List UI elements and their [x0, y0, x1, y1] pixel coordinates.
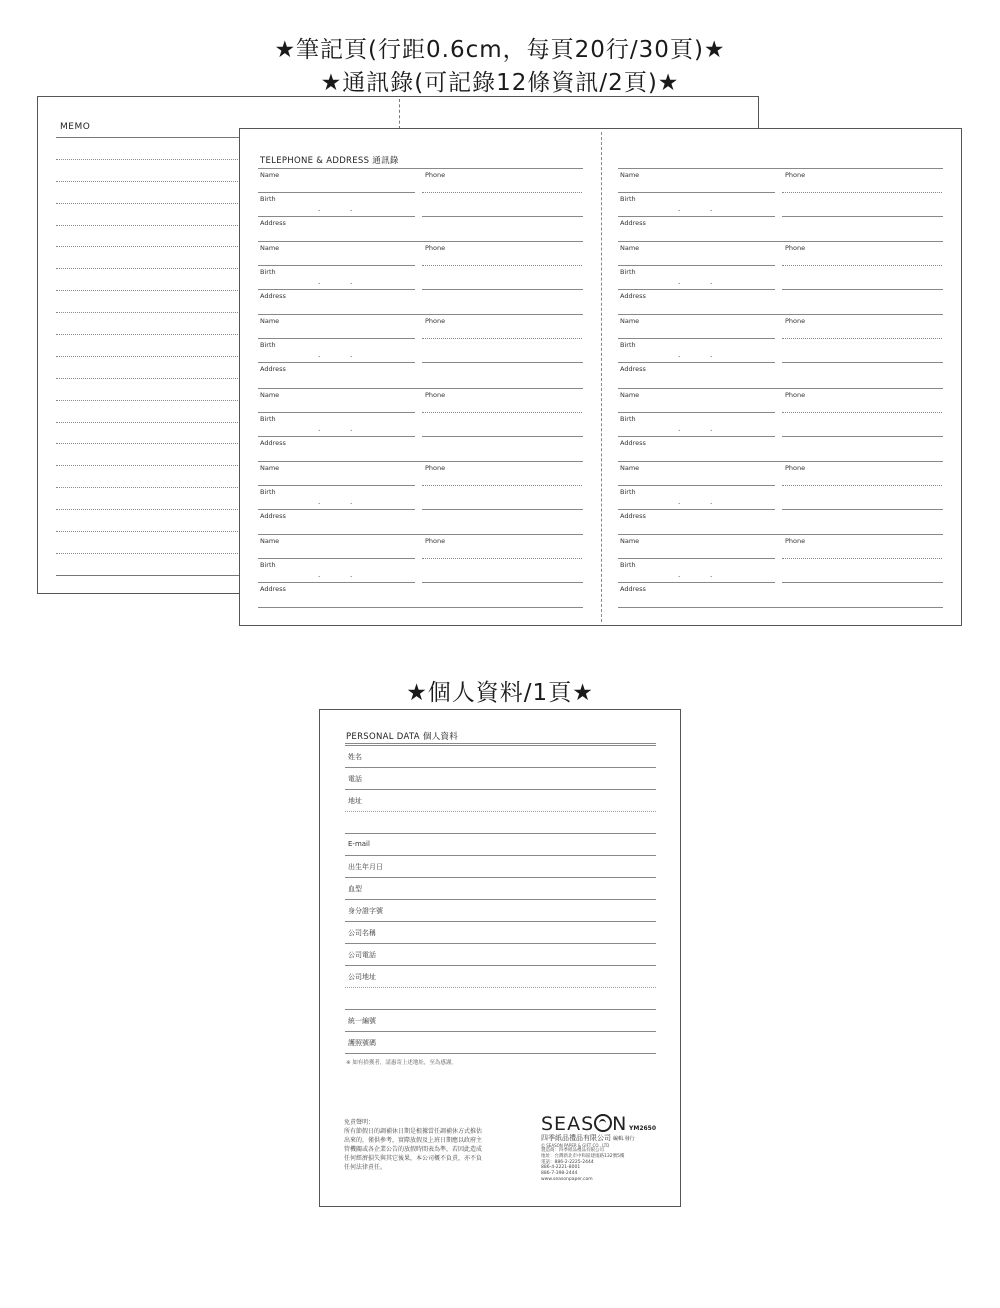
- contact-entry: [618, 168, 943, 241]
- phone-dotted-line: [422, 338, 582, 339]
- phone-label: Phone: [785, 536, 806, 545]
- disclaimer-title: 免責聲明：: [344, 1119, 375, 1126]
- entries-left: [258, 168, 583, 607]
- contact-entry: [618, 461, 943, 534]
- contact-entry: [258, 388, 583, 461]
- personal-field-label: 統一編號: [348, 1017, 376, 1025]
- name-line: [258, 485, 415, 486]
- personal-field-label: 血型: [348, 885, 362, 893]
- birth-label: Birth: [260, 487, 276, 496]
- phone-dotted-line: [782, 265, 942, 266]
- name-label: Name: [260, 244, 280, 253]
- disclaimer-body: 所有節假日的調補休日期是根據當任調補休方式推估出來的，僅供參考，實際放假及上班日期應以政府主管機關或各企業公告的放假時間表為準，若因此造成任何經濟損失與其它後果，本公司概不負責，亦不負任何法律責任。: [344, 1128, 483, 1171]
- personal-bottom-line: [345, 1053, 656, 1054]
- date-separator: .: [710, 497, 713, 506]
- birth-label: Birth: [620, 414, 636, 423]
- notes-heading: ★筆記頁(行距0.6cm，每頁20行/30頁)★: [274, 37, 726, 63]
- memo-line: [56, 182, 266, 204]
- personal-field-label: 電話: [348, 775, 362, 783]
- address-label: Address: [620, 219, 646, 227]
- name-line: [258, 192, 415, 193]
- birth-label: Birth: [260, 560, 276, 569]
- fold-line: [399, 99, 400, 129]
- personal-field-row: [345, 1031, 656, 1053]
- entry-top-line: [618, 388, 943, 389]
- address-dotted-line: [345, 811, 656, 812]
- phone-dotted-line: [782, 192, 942, 193]
- date-separator: .: [678, 278, 681, 287]
- name-label: Name: [260, 317, 280, 326]
- birth-line: [618, 582, 775, 583]
- personal-title: PERSONAL DATA 個人資料: [346, 732, 459, 742]
- date-separator: .: [350, 278, 353, 287]
- name-label: Name: [620, 171, 640, 179]
- contact-entry: [618, 241, 943, 314]
- entry-top-line: [258, 168, 583, 169]
- entry-top-line: [618, 534, 943, 535]
- telephone-address-page: [239, 128, 962, 626]
- entries-right: [618, 168, 943, 607]
- name-label: Name: [260, 536, 280, 545]
- address-label: Address: [260, 219, 286, 227]
- personal-title-line: [345, 743, 656, 744]
- memo-line: [56, 160, 266, 182]
- birth-line: [618, 289, 775, 290]
- address-dotted-line: [345, 987, 656, 988]
- entries-bottom-line: [618, 607, 943, 608]
- birth-line: [258, 362, 415, 363]
- contact-entry: [258, 241, 583, 314]
- logo-o-icon: [594, 1114, 612, 1132]
- personal-field-row: [345, 899, 656, 921]
- date-separator: .: [710, 278, 713, 287]
- phone-dotted-line: [782, 485, 942, 486]
- phone-line: [422, 582, 583, 583]
- memo-line: [56, 269, 266, 291]
- phone-line: [782, 509, 943, 510]
- phone-line: [422, 216, 583, 217]
- name-line: [258, 338, 415, 339]
- birth-label: Birth: [620, 268, 636, 277]
- address-label: Address: [620, 365, 646, 374]
- name-line: [618, 412, 775, 413]
- birth-line: [618, 362, 775, 363]
- personal-heading: ★個人資料/1頁★: [406, 680, 594, 706]
- memo-title: MEMO: [60, 122, 91, 132]
- birth-line: [258, 582, 415, 583]
- date-separator: .: [710, 570, 713, 579]
- birth-line: [618, 216, 775, 217]
- birth-label: Birth: [260, 414, 276, 423]
- birth-label: Birth: [620, 195, 636, 203]
- company-name: 四季紙品禮品有限公司 編輯.發行: [541, 1134, 635, 1142]
- date-separator: .: [318, 205, 321, 213]
- name-label: Name: [620, 536, 640, 545]
- birth-line: [618, 436, 775, 437]
- name-line: [618, 192, 775, 193]
- phone-label: Phone: [785, 317, 806, 326]
- birth-label: Birth: [260, 195, 276, 203]
- date-separator: .: [318, 424, 321, 433]
- personal-field-label: 出生年月日: [348, 863, 383, 871]
- phone-line: [782, 362, 943, 363]
- phone-line: [782, 289, 943, 290]
- name-label: Name: [260, 463, 280, 472]
- entry-top-line: [618, 241, 943, 242]
- date-separator: .: [710, 205, 713, 213]
- company-contact: 製造商：四季紙品禮品有限公司 地址：台灣新北市中和區建康路132號5樓 電話：886-2-2225-2444 886-4-2221-8001 886-7-398-2444 www.seasonpaper.com: [541, 1148, 625, 1182]
- phone-dotted-line: [782, 338, 942, 339]
- personal-field-row: [345, 745, 656, 767]
- phone-dotted-line: [782, 412, 942, 413]
- address-label: Address: [260, 511, 286, 520]
- memo-line: [56, 226, 266, 248]
- personal-field-row: [345, 877, 656, 899]
- personal-field-label: 公司名稱: [348, 929, 376, 937]
- address-label: Address: [260, 292, 286, 301]
- phone-dotted-line: [422, 558, 582, 559]
- memo-line: [56, 488, 266, 510]
- name-label: Name: [260, 390, 280, 399]
- birth-line: [258, 289, 415, 290]
- memo-line: [56, 335, 266, 357]
- memo-line: [56, 313, 266, 335]
- return-note: ※ 如有拾獲者，請惠寄上述地址，至為感謝。: [346, 1060, 457, 1066]
- date-separator: .: [710, 351, 713, 360]
- name-label: Name: [620, 244, 640, 253]
- date-separator: .: [710, 424, 713, 433]
- phone-label: Phone: [425, 536, 446, 545]
- memo-line: [56, 423, 266, 445]
- personal-field-label: 姓名: [348, 753, 362, 761]
- memo-ruled-lines: [56, 135, 266, 576]
- birth-label: Birth: [620, 341, 636, 350]
- telephone-title: TELEPHONE & ADDRESS 通訊錄: [260, 156, 399, 166]
- name-label: Name: [620, 317, 640, 326]
- name-label: Name: [620, 463, 640, 472]
- date-separator: .: [318, 278, 321, 287]
- phone-line: [782, 582, 943, 583]
- date-separator: .: [678, 205, 681, 213]
- date-separator: .: [318, 570, 321, 579]
- phone-line: [782, 436, 943, 437]
- personal-field-label: 身分證字號: [348, 907, 383, 915]
- contact-entry: [258, 168, 583, 241]
- address-label: Address: [620, 438, 646, 447]
- memo-line: [56, 379, 266, 401]
- fold-line: [601, 132, 602, 622]
- date-separator: .: [318, 497, 321, 506]
- phone-label: Phone: [425, 244, 446, 253]
- personal-field-row: [345, 921, 656, 943]
- personal-field-label: 地址: [348, 797, 362, 805]
- memo-line: [56, 554, 266, 576]
- personal-field-row: [345, 767, 656, 789]
- season-logo: SEAS N: [541, 1113, 628, 1135]
- disclaimer: [344, 1118, 484, 1172]
- phone-label: Phone: [785, 244, 806, 253]
- birth-label: Birth: [620, 560, 636, 569]
- phone-label: Phone: [785, 390, 806, 399]
- name-line: [258, 265, 415, 266]
- birth-label: Birth: [620, 487, 636, 496]
- memo-line: [56, 291, 266, 313]
- birth-label: Birth: [260, 268, 276, 277]
- phone-label: Phone: [425, 463, 446, 472]
- memo-line: [56, 510, 266, 532]
- address-label: Address: [260, 584, 286, 593]
- phone-label: Phone: [425, 390, 446, 399]
- contact-entry: [618, 534, 943, 607]
- date-separator: .: [678, 570, 681, 579]
- memo-line: [56, 357, 266, 379]
- phone-dotted-line: [782, 558, 942, 559]
- name-line: [618, 485, 775, 486]
- entry-top-line: [258, 388, 583, 389]
- birth-line: [258, 436, 415, 437]
- contact-entry: [618, 314, 943, 387]
- memo-line: [56, 532, 266, 554]
- entry-top-line: [258, 461, 583, 462]
- birth-line: [258, 216, 415, 217]
- personal-field-label: 護照號碼: [348, 1039, 376, 1047]
- address-label: Address: [620, 584, 646, 593]
- date-separator: .: [678, 351, 681, 360]
- contact-entry: [258, 314, 583, 387]
- phone-dotted-line: [422, 265, 582, 266]
- company-english: © SEASON PAPER & GIFT CO., LTD: [541, 1143, 610, 1148]
- personal-field-label: E-mail: [348, 840, 370, 848]
- phone-line: [422, 289, 583, 290]
- phone-line: [422, 436, 583, 437]
- personal-data-page: [319, 709, 681, 1207]
- contact-entry: [618, 388, 943, 461]
- contact-entry: [258, 461, 583, 534]
- phone-label: Phone: [785, 463, 806, 472]
- phone-line: [422, 509, 583, 510]
- address-label: Address: [620, 511, 646, 520]
- entry-top-line: [258, 314, 583, 315]
- address-label: Address: [620, 292, 646, 301]
- name-line: [618, 558, 775, 559]
- date-separator: .: [678, 497, 681, 506]
- phone-dotted-line: [422, 192, 582, 193]
- memo-line: [56, 401, 266, 423]
- date-separator: .: [678, 424, 681, 433]
- memo-line: [56, 444, 266, 466]
- memo-line: [56, 247, 266, 269]
- entry-top-line: [618, 168, 943, 169]
- date-separator: .: [350, 424, 353, 433]
- name-line: [618, 338, 775, 339]
- phone-label: Phone: [425, 171, 446, 179]
- birth-line: [618, 509, 775, 510]
- memo-line: [56, 466, 266, 488]
- brand-block: [541, 1113, 671, 1183]
- name-line: [618, 265, 775, 266]
- personal-field-row: [345, 965, 656, 987]
- date-separator: .: [350, 205, 353, 213]
- personal-field-row: [345, 833, 656, 855]
- date-separator: .: [318, 351, 321, 360]
- date-separator: .: [350, 351, 353, 360]
- personal-field-label: 公司電話: [348, 951, 376, 959]
- entry-top-line: [258, 241, 583, 242]
- address-label: Address: [260, 365, 286, 374]
- personal-field-label: 公司地址: [348, 973, 376, 981]
- phone-label: Phone: [425, 317, 446, 326]
- birth-label: Birth: [260, 341, 276, 350]
- memo-line: [56, 138, 266, 160]
- phone-line: [422, 362, 583, 363]
- name-label: Name: [260, 171, 280, 179]
- personal-field-row: [345, 789, 656, 811]
- date-separator: .: [350, 497, 353, 506]
- name-line: [258, 412, 415, 413]
- name-line: [258, 558, 415, 559]
- entry-top-line: [618, 461, 943, 462]
- address-book-heading: ★通訊錄(可記錄12條資訊/2頁)★: [320, 70, 680, 96]
- date-separator: .: [350, 570, 353, 579]
- contact-entry: [258, 534, 583, 607]
- entry-top-line: [618, 314, 943, 315]
- entries-bottom-line: [258, 607, 583, 608]
- personal-field-row: [345, 855, 656, 877]
- personal-field-row: [345, 1009, 656, 1031]
- birth-line: [258, 509, 415, 510]
- name-label: Name: [620, 390, 640, 399]
- memo-line: [56, 204, 266, 226]
- phone-label: Phone: [785, 171, 806, 179]
- phone-line: [782, 216, 943, 217]
- phone-dotted-line: [422, 485, 582, 486]
- entry-top-line: [258, 534, 583, 535]
- phone-dotted-line: [422, 412, 582, 413]
- model-number: YM2650: [629, 1125, 657, 1132]
- address-label: Address: [260, 438, 286, 447]
- personal-field-row: [345, 943, 656, 965]
